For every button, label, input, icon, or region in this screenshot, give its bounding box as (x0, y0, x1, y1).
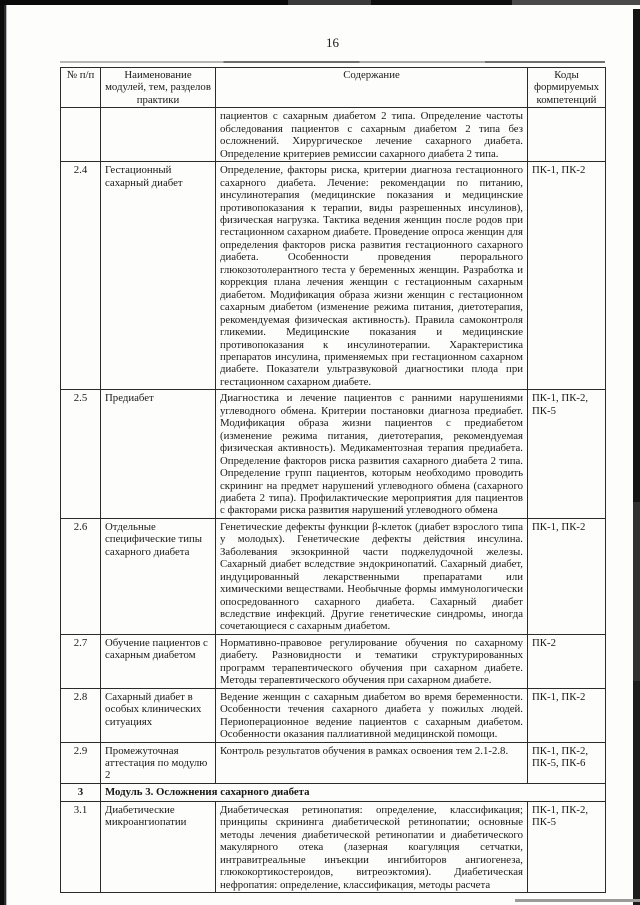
cell-num: 2.8 (61, 688, 101, 742)
cell-codes: ПК-1, ПК-2, ПК-5, ПК-6 (528, 742, 606, 783)
cell-num: 3 (61, 783, 101, 801)
cell-codes: ПК-1, ПК-2 (528, 162, 606, 390)
cell-codes: ПК-1, ПК-2, ПК-5 (528, 390, 606, 519)
scan-edge-right (633, 9, 640, 905)
cell-codes (528, 108, 606, 162)
scan-edge-left (0, 0, 7, 905)
cell-content: Определение, факторы риска, критерии диагноза гестационного сахарного диабета. Лечение: рекомендации по питанию, инсулинотерапия (медицинские показания и медицинские противопоказания к терапии, виды разрешенных инсулинов), физическая нагрузка. Тактика ведения женщин после родов при гестационном сахарном диабете. Проведение опроса женщин для определения факторов риска развития гестационного сахарного диабета. Особенности проведения перорального глюкозотолерантного теста у беременных женщин. Разработка и коррекция плана лечения женщин с гестационным сахарным диабетом. Модификация образа жизни женщин с гестационном сахарным диабетом (изменение режима питания, диетотерапия, рекомендуемая физическая активность). Правила самоконтроля гликемии. Медицинские показания и медицинские противопоказания к инсулинотерапии. Характеристика препаратов инсулина, применяемых при гестационном сахарном диабете. Показатели ультразвуковой диагностики плода при гестационном сахарном диабете. (216, 162, 528, 390)
cell-content: Генетические дефекты функции β-клеток (диабет взрослого типа у молодых). Генетические дефекты действия инсулина. Заболевания экзокринной части поджелудочной железы. Сахарный диабет вследствие эндокринопатий. Сахарный диабет, индуцированный лекарственными препаратами или химическими веществами. Необычные формы иммунологически опосредованного сахарного диабета. Сахарный диабет вследствие инфекций. Другие генетические синдромы, иногда сочетающиеся с сахарным диабетом. (216, 518, 528, 634)
cell-name (101, 108, 216, 162)
scan-edge-bottom (515, 899, 640, 902)
cell-name: Отдельные специфические типы сахарного диабета (101, 518, 216, 634)
table-header-row (61, 68, 606, 108)
cell-name: Гестационный сахарный диабет (101, 162, 216, 390)
cell-content: Нормативно-правовое регулирование обучения по сахарному диабету. Разновидности и тематики структурированных программ терапевтического обучения при сахарном диабете. Методы терапевтического обучения при сахарном диабете. (216, 634, 528, 688)
table-row-2-9 (61, 742, 606, 783)
table-row-2-4 (61, 162, 606, 390)
cell-name: Предиабет (101, 390, 216, 519)
cell-codes: ПК-1, ПК-2, ПК-5 (528, 801, 606, 892)
cell-num: 2.5 (61, 390, 101, 519)
scan-smudge-line (60, 61, 605, 63)
scan-edge-top (0, 0, 640, 5)
page-number: 16 (326, 35, 339, 50)
cell-num (61, 108, 101, 162)
cell-codes: ПК-2 (528, 634, 606, 688)
table-row-continuation (61, 108, 606, 162)
curriculum-table (60, 67, 606, 893)
cell-name: Обучение пациентов с сахарным диабетом (101, 634, 216, 688)
cell-name: Диабетические микроангиопатии (101, 801, 216, 892)
cell-codes: ПК-1, ПК-2 (528, 518, 606, 634)
table-row-2-6 (61, 518, 606, 634)
cell-name: Промежуточная аттестация по модулю 2 (101, 742, 216, 783)
cell-num: 2.6 (61, 518, 101, 634)
header-name: Наименование модулей, тем, разделов практики (101, 68, 216, 108)
table-row-2-7 (61, 634, 606, 688)
table-row-2-8 (61, 688, 606, 742)
cell-content: Ведение женщин с сахарным диабетом во время беременности. Особенности течения сахарного диабета у пожилых людей. Периоперационное ведение пациентов с сахарным диабетом. Особенности оказания паллиативной медицинской помощи. (216, 688, 528, 742)
cell-name: Сахарный диабет в особых клинических ситуациях (101, 688, 216, 742)
cell-content: пациентов с сахарным диабетом 2 типа. Определение частоты обследования пациентов с сахарным диабетом 2 типа без осложнений. Хирургическое лечение сахарного диабета. Определение критериев ремиссии сахарного диабета 2 типа. (216, 108, 528, 162)
cell-num: 2.4 (61, 162, 101, 390)
cell-num: 3.1 (61, 801, 101, 892)
cell-content: Диагностика и лечение пациентов с ранними нарушениями углеводного обмена. Критерии постановки диагноза предиабет. Модификация образа жизни пациентов с предиабетом (изменение режима питания, диетотерапия, рекомендуемая физическая активность). Медикаментозная терапия предиабета. Определение факторов риска развития сахарного диабета 2 типа. Определение групп пациентов, которым необходимо проводить скрининг на предмет нарушений углеводного обмена (сахарного диабета 2 типа). Профилактические мероприятия для пациентов с факторами риска развития нарушений углеводного обмена (216, 390, 528, 519)
module-title: Модуль 3. Осложнения сахарного диабета (101, 783, 606, 801)
table-row-3-1 (61, 801, 606, 892)
cell-codes: ПК-1, ПК-2 (528, 688, 606, 742)
cell-content: Диабетическая ретинопатия: определение, классификация; принципы скрининга диабетической ретинопатии; основные методы лечения диабетической ретинопатии и диабетического макулярного отека (лазерная коагуляция сетчатки, интравитреальные инъекции ингибиторов ангиогенеза, глюкокортикостероидов, витреоэктомия). Диабетическая нефропатия: определение, классификация, методы расчета (216, 801, 528, 892)
cell-num: 2.7 (61, 634, 101, 688)
cell-content: Контроль результатов обучения в рамках освоения тем 2.1-2.8. (216, 742, 528, 783)
header-content: Содержание (216, 68, 528, 108)
table-row-2-5 (61, 390, 606, 519)
cell-num: 2.9 (61, 742, 101, 783)
table-row-module-3 (61, 783, 606, 801)
header-codes: Коды формируемых компетенций (528, 68, 606, 108)
header-num: № п/п (61, 68, 101, 108)
